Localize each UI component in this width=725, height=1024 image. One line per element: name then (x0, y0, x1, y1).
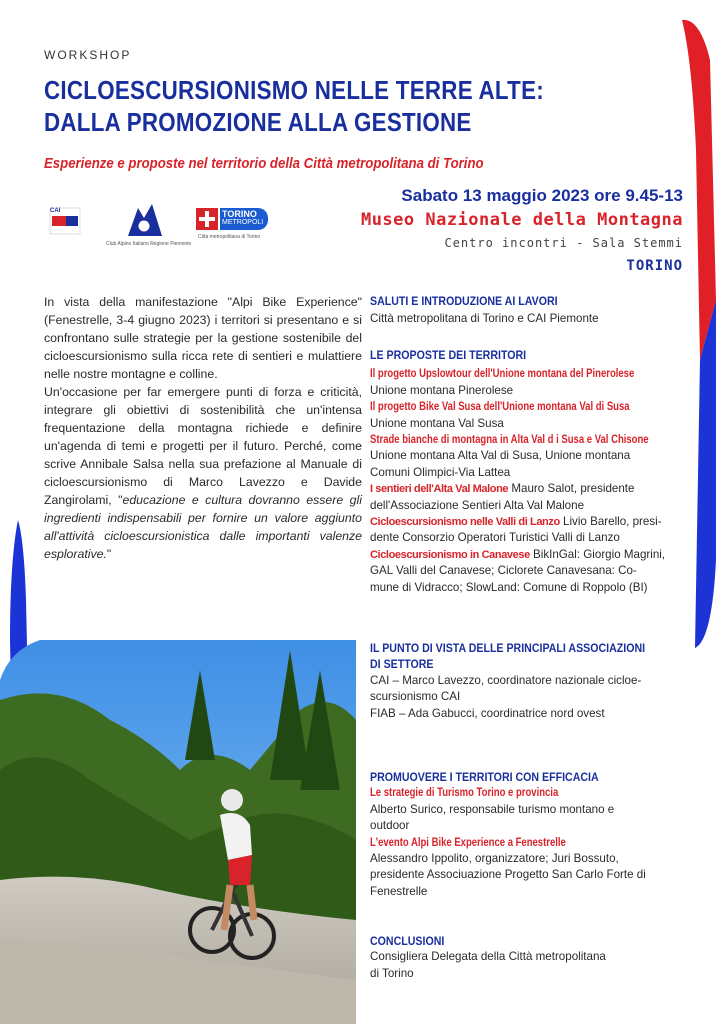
section-associazioni (370, 640, 690, 722)
item-text: Livio Barello, presi- (559, 515, 662, 529)
item-text: Consigliera Delegata della Città metropolitana (370, 950, 606, 964)
item-text: di Torino (370, 966, 414, 980)
item-text: outdoor (370, 819, 410, 833)
section-title: CONCLUSIONI (370, 934, 445, 948)
section-title: DI SETTORE (370, 657, 434, 672)
item-line (370, 547, 690, 563)
section-promuovere (370, 769, 690, 900)
item-title: Cicloescursionismo in Canavese (370, 548, 530, 561)
item-text: Comuni Olimpici-Via Lattea (370, 465, 511, 479)
cai-sezione-logo (44, 206, 88, 242)
item-text: presidente Associuazione Progetto San Carlo Forte di (370, 868, 646, 882)
title-line-1: CICLOESCURSIONISMO NELLE TERRE ALTE: (44, 75, 544, 105)
cai-piemonte-logo (106, 200, 192, 248)
item-line (370, 481, 690, 497)
section-text: Città metropolitana di Torino e CAI Piemonte (370, 312, 599, 326)
tm-line2: METROPOLI (222, 219, 264, 226)
tm-line1: TORINO (222, 209, 257, 219)
workshop-kicker: WORKSHOP (44, 48, 132, 62)
item-text: BikInGal: Giorgio Magrini, (529, 547, 666, 561)
item-text: Alessandro Ippolito, organizzatore; Juri Bossuto, (370, 852, 619, 866)
right-ribbon-blue (695, 300, 716, 648)
page-subtitle: Esperienze e proposte nel territorio della Città metropolitana di Torino (44, 155, 484, 172)
section-saluti (370, 293, 690, 328)
item-title: Le strategie di Turismo Torino e provincia (370, 786, 559, 800)
item-text: dente Consorzio Operatori Turistici Valli di Lanzo (370, 531, 620, 545)
cai-small-label: CAI (50, 208, 61, 214)
event-hall: Centro incontri - Sala Stemmi (444, 236, 683, 250)
item-title: I sentieri dell'Alta Val Malone (370, 483, 509, 496)
cyclist-photo (0, 640, 356, 1024)
event-date: Sabato 13 maggio 2023 ore 9.45-13 (401, 186, 683, 205)
intro-quote-close: " (106, 547, 112, 561)
torino-metropoli-logo (196, 208, 276, 248)
item-text: scursionismo CAI (370, 690, 461, 704)
item-title: Strade bianche di montagna in Alta Val d i Susa e Val Chisone (370, 433, 649, 447)
item-text: CAI – Marco Lavezzo, coordinatore nazionale cicloe- (370, 673, 642, 687)
item-title: Il progetto Upslowtour dell'Unione montana del Pinerolese (370, 367, 635, 381)
intro-paragraph-2 (44, 383, 362, 563)
item-text: Unione montana Alta Val di Susa, Unione montana (370, 449, 631, 463)
item-text: Unione montana Val Susa (370, 416, 504, 430)
intro-text (44, 293, 362, 563)
cai-piemonte-caption: Club Alpino Italiano Regione Piemonte (106, 241, 192, 247)
section-title: IL PUNTO DI VISTA DELLE PRINCIPALI ASSOCIAZIONI (370, 641, 646, 655)
item-title: Cicloescursionismo nelle Valli di Lanzo (370, 516, 560, 529)
page-title (44, 74, 560, 138)
tm-caption: Città metropolitana di Torino (198, 234, 261, 240)
logos-row (44, 200, 284, 250)
section-proposte (370, 347, 690, 596)
section-title: SALUTI E INTRODUZIONE AI LAVORI (370, 294, 558, 308)
title-line-2: DALLA PROMOZIONE ALLA GESTIONE (44, 107, 472, 137)
item-text: FIAB – Ada Gabucci, coordinatrice nord ovest (370, 706, 605, 720)
intro-quote: educazione e cultura dovranno essere gli ingredienti indispensabili per fornire un valore aggiunto all'attività cicloescursionistica dalle importanti valenze esplorative. (44, 493, 362, 561)
item-text: Unione montana Pinerolese (370, 383, 514, 397)
section-title: PROMUOVERE I TERRITORI CON EFFICACIA (370, 770, 599, 784)
item-text: dell'Associazione Sentieri Alta Val Malone (370, 498, 585, 512)
intro-paragraph-1: In vista della manifestazione "Alpi Bike Experience" (Fenestrelle, 3-4 giugno 2023) i territori si presentano e si confrontano sulle strategie per la gestione sostenibile del cicloescursionismo sulla ricca rete di sentieri e mulattiere nelle nostre montagne e colline. (44, 295, 362, 381)
event-venue: Museo Nazionale della Montagna (360, 210, 683, 230)
event-city: TORINO (626, 258, 683, 274)
item-text: Alberto Surico, responsabile turismo montano e (370, 802, 615, 816)
item-text: mune di Vidracco; SlowLand: Comune di Roppolo (BI) (370, 580, 648, 594)
item-text: Mauro Salot, presidente (508, 482, 635, 496)
section-conclusioni (370, 933, 690, 982)
item-title: Il progetto Bike Val Susa dell'Unione montana Val di Susa (370, 400, 630, 414)
item-title: L'evento Alpi Bike Experience a Fenestrelle (370, 835, 566, 849)
item-text: GAL Valli del Canavese; Ciclorete Canavesana: Co- (370, 564, 637, 578)
section-title: LE PROPOSTE DEI TERRITORI (370, 348, 527, 362)
item-line (370, 514, 690, 530)
intro-p2-text: Un'occasione per far emergere punti di forza e criticità, integrare gli obiettivi di sostenibilità che un'intensa frequentazione della montagna richiede e definire un'agenda di temi e progetti per il futuro. Perché, come scrive Annibale Salsa nella sua prefazione al Manuale di cicloescursionismo di Marco Lavezzo e Davide Zangirolami, " (44, 385, 362, 507)
item-text: Fenestrelle (370, 884, 428, 898)
